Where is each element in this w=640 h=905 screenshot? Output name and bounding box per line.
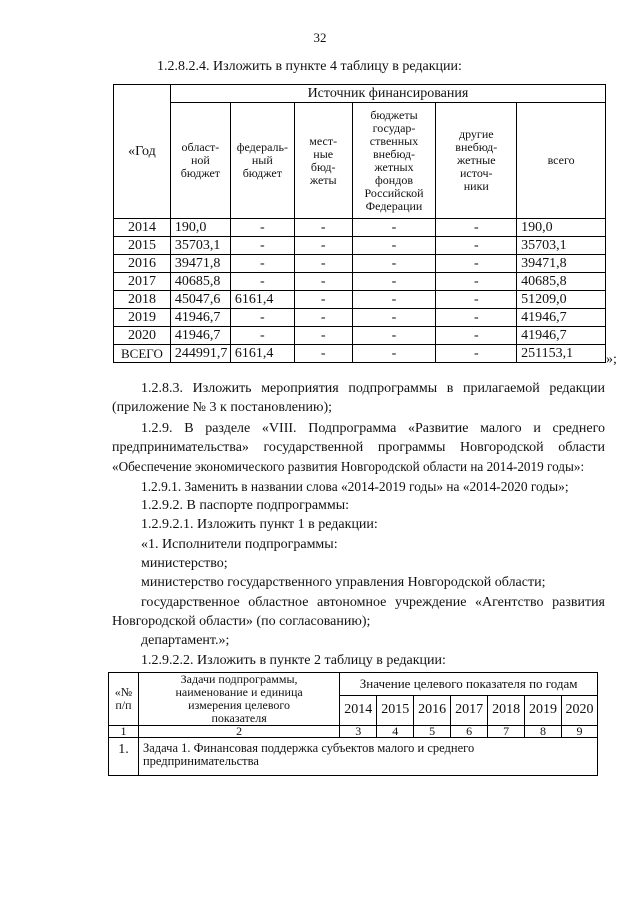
row-value-cell: - [294,345,352,363]
row-value-cell: 190,0 [170,219,230,237]
row-value-cell: 39471,8 [517,255,606,273]
row-value-cell: 40685,8 [517,273,606,291]
row-value-cell: - [294,327,352,345]
column-number-cell: 9 [562,726,598,738]
year-header-cell: 2018 [488,695,525,725]
table-row [114,237,606,255]
row-year-cell: 2020 [114,327,171,345]
col-task-header: Задачи подпрограммы, наименование и единица измерения целевого показателя [138,673,339,726]
row-value-cell: - [230,327,294,345]
row-value-cell: - [436,255,517,273]
col-num-header: «№ п/п [109,673,139,726]
col-header-2: мест- ные бюд- жеты [294,103,352,219]
row-value-cell: - [352,345,436,363]
row-year-cell: 2014 [114,219,171,237]
row1-number: 1. [109,738,139,776]
row-year-cell: 2015 [114,237,171,255]
column-number-cell: 1 [109,726,139,738]
table-row [114,327,606,345]
paragraph-3: 1.2.9.1. Заменить в названии слова «2014-2019 годы» на «2014-2020 годы»; [141,479,569,494]
values-header: Значение целевого показателя по годам [340,673,598,696]
paragraph-5: 1.2.9.2.1. Изложить пункт 1 в редакции: [141,517,378,532]
paragraph-2b: предпринимательства» государственной программы Новгородской области [112,440,605,455]
row-value-cell: 6161,4 [230,345,294,363]
paragraph-8: министерство государственного управления Новгородской области; [141,575,546,590]
row-year-cell: 2017 [114,273,171,291]
paragraph-2c: «Обеспечение экономического развития Новгородской области на 2014-2019 годы»: [112,459,585,474]
year-header-cell: 2019 [525,695,562,725]
table-row [114,291,606,309]
row-year-cell: 2018 [114,291,171,309]
row-value-cell: 41946,7 [170,309,230,327]
row-value-cell: - [352,309,436,327]
row-value-cell: - [230,219,294,237]
year-header-cell: 2015 [377,695,414,725]
year-header-cell: 2017 [451,695,488,725]
row-value-cell: 39471,8 [170,255,230,273]
indicators-table [108,672,598,776]
paragraph-11: 1.2.9.2.2. Изложить в пункте 2 таблицу в редакции: [141,653,446,668]
row-value-cell: - [230,237,294,255]
row-value-cell: - [230,255,294,273]
row-value-cell: - [294,309,352,327]
row-value-cell: - [436,291,517,309]
col-header-3: бюджеты государ- ственных внебюд- жетных фондов Российской Федерации [352,103,436,219]
column-number-cell: 5 [414,726,451,738]
paragraph-2a: 1.2.9. В разделе «VIII. Подпрограмма «Развитие малого и среднего [141,421,605,436]
column-number-cell: 2 [138,726,339,738]
row-value-cell: 41946,7 [517,327,606,345]
table-row [114,273,606,291]
row-value-cell: - [294,219,352,237]
paragraph-1a: 1.2.8.3. Изложить мероприятия подпрограммы в прилагаемой редакции [141,381,605,396]
paragraph-6: «1. Исполнители подпрограммы: [141,537,338,552]
paragraph-9b: Новгородской области» (по согласованию); [112,614,371,629]
row-value-cell: - [352,273,436,291]
table-row [114,255,606,273]
paragraph-4: 1.2.9.2. В паспорте подпрограммы: [141,498,350,513]
row-value-cell: 51209,0 [517,291,606,309]
page-number: 32 [313,30,327,45]
col-header-1: федераль- ный бюджет [230,103,294,219]
intro-line: 1.2.8.2.4. Изложить в пункте 4 таблицу в редакции: [157,59,462,74]
year-header-cell: 2020 [562,695,598,725]
row-value-cell: - [294,255,352,273]
column-number-cell: 3 [340,726,377,738]
table1-closing: »; [606,352,617,367]
row-value-cell: - [352,255,436,273]
table-row [114,345,606,363]
row-value-cell: - [436,345,517,363]
table-row [114,219,606,237]
row-value-cell: 251153,1 [517,345,606,363]
paragraph-1b: (приложение № 3 к постановлению); [112,400,333,415]
row-value-cell: 41946,7 [517,309,606,327]
row-value-cell: 35703,1 [170,237,230,255]
row-value-cell: - [294,237,352,255]
paragraph-9a: государственное областное автономное учреждение «Агентство развития [141,595,605,610]
row-value-cell: - [294,273,352,291]
row-value-cell: 41946,7 [170,327,230,345]
source-header: Источник финансирования [170,85,605,103]
row-value-cell: 244991,7 [170,345,230,363]
financing-table [113,84,606,363]
row-value-cell: - [436,273,517,291]
row-value-cell: 45047,6 [170,291,230,309]
row-value-cell: - [352,327,436,345]
year-header-cell: 2016 [414,695,451,725]
paragraph-7: министерство; [141,556,228,571]
column-number-cell: 4 [377,726,414,738]
year-header-cell: 2014 [340,695,377,725]
row-value-cell: - [352,237,436,255]
column-number-cell: 7 [488,726,525,738]
col-header-4: другие внебюд- жетные источ- ники [436,103,517,219]
row-value-cell: - [352,291,436,309]
row-value-cell: 35703,1 [517,237,606,255]
row-value-cell: 6161,4 [230,291,294,309]
paragraph-10: департамент.»; [141,633,230,648]
col-header-0: област- ной бюджет [170,103,230,219]
table-row [114,309,606,327]
row-value-cell: - [436,237,517,255]
row-value-cell: 40685,8 [170,273,230,291]
row-value-cell: - [436,327,517,345]
row-value-cell: 190,0 [517,219,606,237]
column-number-cell: 6 [451,726,488,738]
row-value-cell: - [436,309,517,327]
row-value-cell: - [294,291,352,309]
row-value-cell: - [436,219,517,237]
row-year-cell: 2019 [114,309,171,327]
row-year-cell: 2016 [114,255,171,273]
row1-task-text: Задача 1. Финансовая поддержка субъектов малого и среднего предпринимательства [138,738,597,776]
row-value-cell: - [352,219,436,237]
column-number-cell: 8 [525,726,562,738]
row-value-cell: - [230,273,294,291]
col-header-5: всего [517,103,606,219]
col-year-header: «Год [114,85,171,219]
row-year-cell: ВСЕГО [114,345,171,363]
row-value-cell: - [230,309,294,327]
